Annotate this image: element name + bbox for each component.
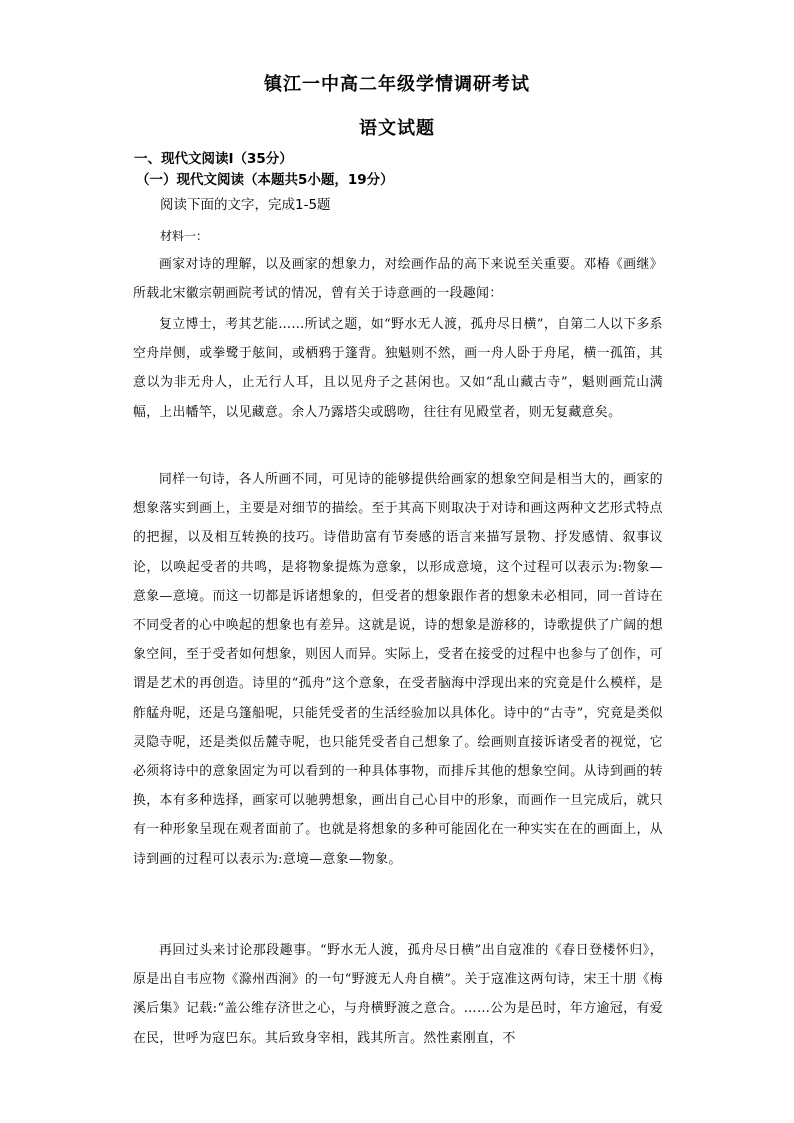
paragraph-intro	[133, 250, 663, 308]
paragraph-text: 同样一句诗，各人所画不同，可见诗的能够提供给画家的想象空间是相当大的，画家的想象落实到画上，主要是对细节的描绘。至于其高下则取决于对诗和画这两种文艺形式特点的把握，以及相互转换的技巧。诗借助富有节奏感的语言来描写景物、抒发感情、叙事议论，以唤起受者的共鸣，是将物象提炼为意象，以形成意境，这个过程可以表示为:物象—意象—意境。而这一切都是诉诸想象的，但受者的想象跟作者的想象未必相同，同一首诗在不同受者的心中唤起的想象也有差异。这就是说，诗的想象是游移的，诗歌提供了广阔的想象空间，至于受者如何想象，则因人而异。实际上，受者在接受的过程中也参与了创作，可谓是艺术的再创造。诗里的“孤舟”这个意象，在受者脑海中浮现出来的究竟是什么模样，是舴艋舟呢，还是乌篷船呢，只能凭受者的生活经验加以具体化。诗中的“古寺”，究竟是类似灵隐寺呢，还是类似岳麓寺呢，也只能凭受者自己想象了。绘画则直接诉诸受者的视觉，它必须将诗中的意象固定为可以看到的一种具体事物，而排斥其他的想象空间。从诗到画的转换，本有多种选择，画家可以驰骋想象，画出自己心目中的形象，而画作一旦完成后，就只有一种形象呈现在观者面前了。也就是将想象的多种可能固化在一种实实在在的画面上，从诗到画的过程可以表示为:意境—意象—物象。	[133, 472, 663, 867]
material-label: 材料一：	[160, 229, 209, 243]
paragraph-quote	[133, 310, 663, 427]
paragraph-text: 复立博士，考其艺能……所试之题，如“野水无人渡，孤舟尽日横”，自第二人以下多系空舟岸侧，或拳鹭于舷间，或栖鸦于篷背。独魁则不然，画一舟人卧于舟尾，横一孤笛，其意以为非无舟人，止无行人耳，且以见舟子之甚闲也。又如“乱山藏古寺”，魁则画荒山满幅，上出幡竿，以见藏意。余人乃露塔尖或鸱吻，往往有见殿堂者，则无复藏意矣。	[133, 317, 663, 420]
subsection-heading: （一）现代文阅读（本题共5小题，19分）	[136, 172, 394, 188]
paragraph-text: 再回过头来讨论那段趣事。“野水无人渡，孤舟尽日横”出自寇准的《春日登楼怀归》，原是出自韦应物《滁州西涧》的一句“野渡无人舟自横”。关于寇准这两句诗，宋王十朋《梅溪后集》记载:“盖公维存济世之心，与舟横野渡之意合。……公为是邑时，年方逾冠，有爱在民，世呼为寇巴东。其后致身宰相，践其所言。然性素刚直，不	[133, 943, 663, 1046]
paragraph-continued	[133, 936, 663, 1053]
paragraph-text: 画家对诗的理解，以及画家的想象力，对绘画作品的高下来说至关重要。邓椿《画继》所载北宋徽宗朝画院考试的情况，曾有关于诗意画的一段趣闻：	[133, 257, 663, 302]
exam-title: 镇江一中高二年级学情调研考试	[264, 74, 530, 95]
exam-subtitle: 语文试题	[359, 118, 435, 139]
paragraph-analysis	[133, 465, 663, 874]
section-heading: 一、现代文阅读Ⅰ（35分）	[134, 151, 293, 167]
reading-instruction: 阅读下面的文字，完成1-5题	[160, 197, 331, 213]
